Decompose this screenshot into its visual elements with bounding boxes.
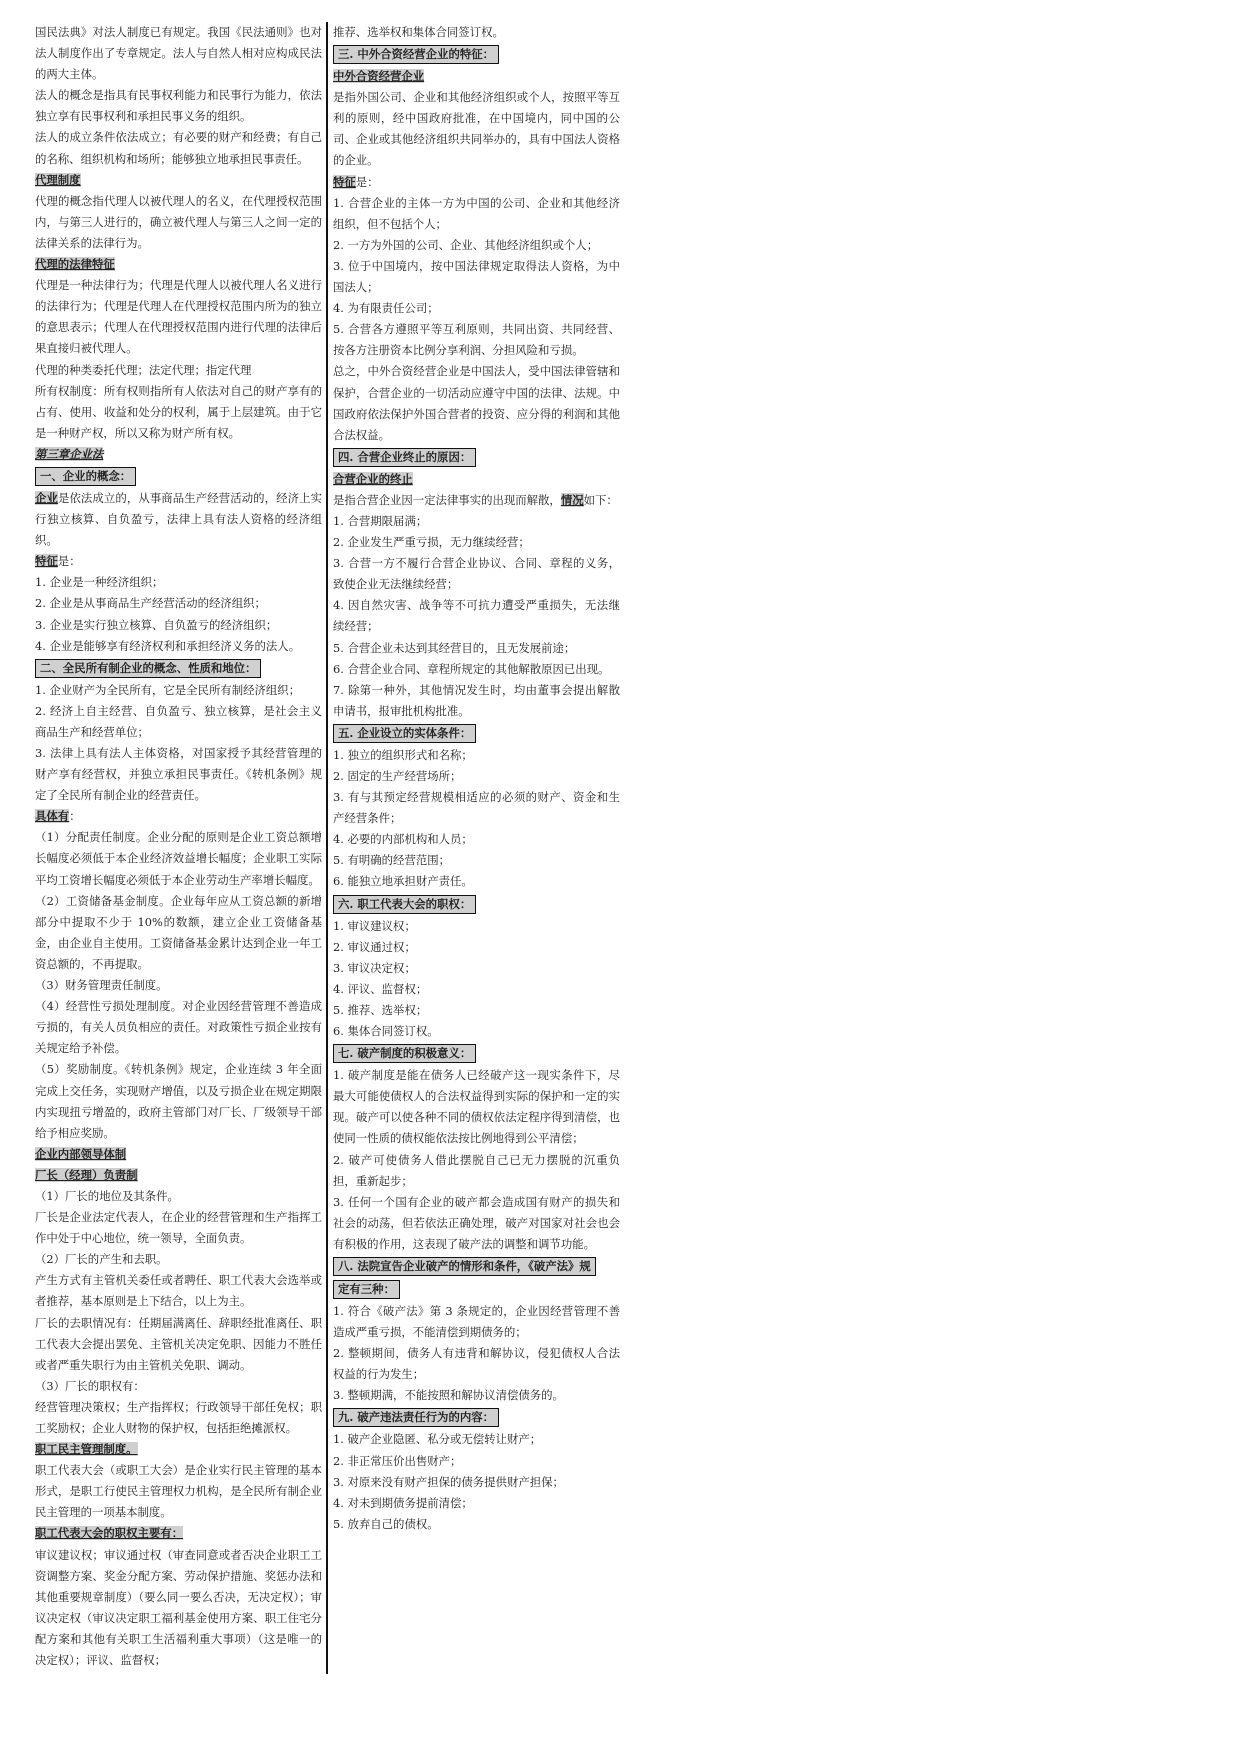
subheading — [333, 469, 620, 490]
section-heading: 七. 破产制度的积极意义： — [333, 1044, 476, 1063]
paragraph-text: 4. 必要的内部机构和人员； — [333, 832, 473, 847]
section-heading-row — [333, 893, 620, 916]
section-heading-row — [35, 657, 322, 680]
paragraph — [333, 298, 620, 319]
paragraph — [35, 85, 322, 127]
paragraph-text: 2. 固定的生产经营场所； — [333, 769, 462, 783]
paragraph-text: 2. 经济上自主经营、自负盈亏、独立核算，是社会主义商品生产和经营单位； — [35, 703, 322, 739]
paragraph-text: 国民法典》对法人制度已有规定。我国《民法通则》也对法人制度作出了专章规定。法人与自然人相对应构成民法的两大主体。 — [35, 25, 322, 82]
paragraph — [333, 193, 620, 235]
paragraph-text: 4. 为有限责任公司； — [333, 301, 439, 316]
section-heading-row — [35, 465, 322, 488]
paragraph-text: （3）厂长的职权有： — [35, 1378, 145, 1393]
paragraph-text: （3）财务管理责任制度。 — [35, 978, 168, 993]
paragraph — [333, 1065, 620, 1149]
paragraph-text: 2. 企业发生严重亏损，无力继续经营； — [333, 535, 530, 550]
paragraph-text: 代理是一种法律行为；代理是代理人以被代理人名义进行的法律行为；代理是代理人在代理授权范围内所为的独立的意思表示；代理人在代理授权范围内进行代理的法律后果直接归被代理人。 — [35, 278, 322, 356]
section-heading-row — [333, 1406, 620, 1429]
paragraph-text: 经营管理决策权；生产指挥权；行政领导干部任免权；职工奖励权；企业人财物的保护权，包括拒绝摊派权。 — [35, 1399, 322, 1435]
paragraph — [333, 319, 620, 361]
paragraph — [35, 127, 322, 169]
paragraph — [35, 593, 322, 614]
paragraph-text: 厂长是企业法定代表人，在企业的经营管理和生产指挥工作中处于中心地位，统一领导，全面负责。 — [35, 1210, 322, 1246]
paragraph-text: 3. 对原来没有财产担保的债务提供财产担保； — [333, 1474, 564, 1489]
paragraph — [35, 191, 322, 254]
paragraph — [35, 975, 322, 996]
paragraph-text: 3. 位于中国境内，按中国法律规定取得法人资格，为中国法人； — [333, 258, 620, 295]
paragraph-text: （1）分配责任制度。企业分配的原则是企业工资总额增长幅度必须低于本企业经济效益增长幅度；企业职工实际平均工资增长幅度必须低于本企业劳动生产率增长幅度。 — [35, 830, 322, 887]
paragraph — [35, 1059, 322, 1143]
section-heading: 六. 职工代表大会的职权： — [333, 895, 476, 914]
paragraph-text: ： — [69, 809, 81, 824]
paragraph — [333, 1343, 620, 1385]
paragraph-text: 2. 一方为外国的公司、企业、其他经济组织或个人； — [333, 237, 599, 252]
left-column — [35, 22, 322, 1671]
paragraph-text: 4. 对未到期债务提前清偿； — [333, 1495, 473, 1510]
section-heading-row — [333, 1278, 620, 1301]
paragraph — [333, 1301, 620, 1343]
paragraph — [35, 806, 322, 827]
subheading-text: 企业内部领导体制 — [35, 1146, 127, 1161]
paragraph-text: 是： — [57, 554, 81, 569]
paragraph-text: 法人的成立条件依法成立；有必要的财产和经费；有自己的名称、组织机构和场所；能够独立地承担民事责任。 — [35, 130, 322, 166]
paragraph — [333, 1429, 620, 1450]
paragraph-text: 1. 符合《破产法》第 3 条规定的，企业因经营管理不善造成严重亏损，不能清偿到期债务的； — [333, 1303, 620, 1340]
paragraph-text: 3. 法律上具有法人主体资格，对国家授予其经营管理的财产享有经营权，并独立承担民事责任。《转机条例》规定了全民所有制企业的经营责任。 — [35, 746, 322, 803]
paragraph — [333, 235, 620, 256]
paragraph-text: 5. 有明确的经营范围； — [333, 853, 451, 868]
paragraph-text: 4. 企业是能够享有经济权利和承担经济义务的法人。 — [35, 638, 301, 653]
paragraph-text: 是： — [355, 174, 379, 189]
subheading-text: 代理的法律特征 — [35, 257, 115, 272]
paragraph-text: 1. 合营企业的主体一方为中国的公司、企业和其他经济组织，但不包括个人； — [333, 195, 620, 231]
paragraph-text: （4）经营性亏损处理制度。对企业因经营管理不善造成亏损的，有关人员负相应的责任。对政策性亏损企业按有关规定给予补偿。 — [35, 999, 322, 1056]
section-heading: 一、企业的概念： — [35, 467, 136, 486]
paragraph-text: 3. 合营一方不履行合营企业协议、合同、章程的义务，致使企业无法继续经营； — [333, 556, 620, 592]
paragraph — [35, 1249, 322, 1270]
section-heading: 五. 企业设立的实体条件： — [333, 724, 476, 743]
section-heading: 定有三种： — [333, 1280, 400, 1299]
paragraph-text: 4. 评议、监督权； — [333, 981, 428, 996]
subheading — [35, 1165, 322, 1186]
paragraph — [333, 595, 620, 637]
section-heading-row — [333, 446, 620, 469]
paragraph — [333, 850, 620, 871]
paragraph — [333, 1451, 620, 1472]
right-column — [333, 22, 620, 1535]
section-heading-row — [333, 43, 620, 66]
paragraph — [35, 701, 322, 743]
paragraph — [35, 551, 322, 572]
paragraph — [35, 1397, 322, 1439]
highlighted-term: 企业 — [35, 490, 58, 505]
paragraph — [35, 1545, 322, 1672]
subheading-text: 合营企业的终止 — [333, 471, 413, 486]
paragraph-text: 推荐、选举权和集体合同签订权。 — [333, 25, 504, 39]
paragraph — [35, 996, 322, 1059]
paragraph — [333, 638, 620, 659]
subheading-text: 第三章企业法 — [35, 446, 104, 461]
paragraph-text: 代理的概念指代理人以被代理人的名义，在代理授权范围内，与第三人进行的，确立被代理人与第三人之间一定的法律关系的法律行为。 — [35, 193, 322, 250]
paragraph-text: 职工代表大会（或职工大会）是企业实行民主管理的基本形式，是职工行使民主管理权力机构，是全民所有制企业民主管理的一项基本制度。 — [35, 1463, 322, 1520]
paragraph-text: （2）工资储备基金制度。企业每年应从工资总额的新增部分中提取不少于 10%的数额，建立企业工资储备基金，由企业自主使用。工资储备基金累计达到企业一年工资总额的，不再提取。 — [35, 893, 322, 971]
paragraph — [333, 979, 620, 1000]
paragraph-text: 是依法成立的，从事商品生产经营活动的，经济上实行独立核算、自负盈亏，法律上具有法人资格的经济组织。 — [35, 490, 322, 548]
paragraph — [333, 659, 620, 680]
highlighted-term: 特征 — [35, 554, 58, 569]
paragraph — [333, 1150, 620, 1192]
paragraph — [35, 1270, 322, 1312]
paragraph-text: （5）奖励制度。《转机条例》规定，企业连续 3 年全面完成上交任务，实现财产增值，以及亏损企业在规定期限内实现扭亏增盈的，政府主管部门对厂长、厂级领导干部给予相应奖励。 — [35, 1062, 322, 1140]
paragraph — [333, 680, 620, 722]
subheading — [35, 254, 322, 275]
paragraph-text: 2. 审议通过权； — [333, 939, 416, 954]
subheading — [35, 170, 322, 191]
paragraph-text: 5. 放弃自己的债权。 — [333, 1516, 439, 1531]
paragraph — [333, 553, 620, 595]
paragraph-text: 1. 破产企业隐匿、私分或无偿转让财产； — [333, 1432, 542, 1447]
paragraph-text: 审议建议权；审议通过权（审查同意或者否决企业职工工资调整方案、奖金分配方案、劳动保护措施、奖惩办法和其他重要规章制度）（要么同一要么否决，无决定权）；审议决定权（审议决定职工福利基金使用方案、职工住宅分配方案和其他有关职工生活福利重大事项）（这是唯一的决定权）；评议、监督权； — [35, 1547, 322, 1668]
paragraph-text: 1. 破产制度是能在债务人已经破产这一现实条件下，尽最大可能使债权人的合法权益得到实际的保护和一定的实现。破产可以使各种不同的债权依法定程序得到清偿，也使同一性质的债权能依法按比例地得到公平清偿； — [333, 1068, 620, 1146]
subheading — [35, 1523, 322, 1544]
paragraph — [333, 1021, 620, 1042]
paragraph — [35, 743, 322, 806]
paragraph — [333, 787, 620, 829]
paragraph — [333, 766, 620, 787]
paragraph — [35, 22, 322, 85]
paragraph — [333, 871, 620, 892]
paragraph-text: 代理的种类委托代理；法定代理；指定代理 — [35, 362, 252, 377]
subheading — [333, 66, 620, 87]
subheading-text: 职工代表大会的职权主要有： — [35, 1526, 184, 1541]
paragraph — [333, 1514, 620, 1535]
paragraph — [333, 1385, 620, 1406]
paragraph-text: （2）厂长的产生和去职。 — [35, 1252, 168, 1267]
subheading-text: 代理制度 — [35, 172, 81, 187]
paragraph — [35, 1186, 322, 1207]
paragraph-text: 1. 企业财产为全民所有，它是全民所有制经济组织； — [35, 682, 301, 697]
subheading-text: 职工民主管理制度。 — [35, 1442, 138, 1457]
paragraph-text: 2. 整顿期间，债务人有违背和解协议，侵犯债权人合法权益的行为发生； — [333, 1346, 620, 1382]
paragraph — [35, 891, 322, 975]
paragraph — [35, 827, 322, 890]
paragraph-text: 5. 推荐、选举权； — [333, 1002, 428, 1017]
paragraph — [333, 256, 620, 298]
paragraph — [333, 1192, 620, 1255]
paragraph — [35, 488, 322, 551]
paragraph-text: 6. 集体合同签订权。 — [333, 1024, 439, 1039]
chapter-heading — [35, 444, 322, 465]
paragraph-text: 是指合营企业因一定法律事实的出现而解散， — [333, 492, 561, 507]
section-heading-row — [333, 1255, 620, 1278]
paragraph-text: 3. 企业是实行独立核算、自负盈亏的经济组织； — [35, 617, 278, 632]
subheading-text: 中外合资经营企业 — [333, 69, 425, 84]
subheading — [35, 1144, 322, 1165]
paragraph — [35, 1376, 322, 1397]
paragraph-text: 如下： — [583, 492, 618, 507]
paragraph — [333, 1000, 620, 1021]
paragraph-text: 4. 因自然灾害、战争等不可抗力遭受严重损失，无法继续经营； — [333, 598, 620, 634]
paragraph — [333, 361, 620, 445]
paragraph-text: （1）厂长的地位及其条件。 — [35, 1188, 179, 1203]
section-heading: 九. 破产违法责任行为的内容： — [333, 1408, 499, 1427]
paragraph — [333, 937, 620, 958]
paragraph-text: 1. 独立的组织形式和名称； — [333, 747, 473, 762]
subheading — [35, 1439, 322, 1460]
paragraph — [35, 615, 322, 636]
paragraph — [35, 636, 322, 657]
paragraph — [333, 1493, 620, 1514]
paragraph — [35, 1460, 322, 1523]
paragraph — [35, 1207, 322, 1249]
paragraph-text: 3. 任何一个国有企业的破产都会造成国有财产的损失和社会的动荡，但若依法正确处理，破产对国家对社会也会有积极的作用，这表现了破产法的调整和调节功能。 — [333, 1194, 620, 1251]
paragraph — [333, 511, 620, 532]
paragraph — [35, 572, 322, 593]
paragraph-text: 3. 审议决定权； — [333, 960, 416, 975]
paragraph — [35, 381, 322, 444]
paragraph — [333, 87, 620, 171]
paragraph-text: 1. 企业是一种经济组织； — [35, 575, 164, 590]
highlighted-term: 特征 — [333, 174, 356, 189]
section-heading-row — [333, 722, 620, 745]
paragraph-text: 3. 整顿期满，不能按照和解协议清偿债务的。 — [333, 1388, 564, 1403]
highlighted-term: 具体有 — [35, 809, 70, 824]
section-heading: 四. 合营企业终止的原因： — [333, 448, 476, 467]
paragraph — [333, 172, 620, 193]
paragraph-text: 2. 非正常压价出售财产； — [333, 1453, 462, 1468]
section-heading: 三. 中外合资经营企业的特征： — [333, 45, 499, 64]
paragraph-text: 6. 合营企业合同、章程所规定的其他解散原因已出现。 — [333, 661, 610, 676]
paragraph — [333, 745, 620, 766]
paragraph — [333, 532, 620, 553]
section-heading: 二、全民所有制企业的概念、性质和地位： — [35, 659, 261, 678]
paragraph-text: 6. 能独立地承担财产责任。 — [333, 874, 473, 889]
paragraph-text: 3. 有与其预定经营规模相适应的必须的财产、资金和生产经营条件； — [333, 790, 620, 826]
paragraph-text: 7. 除第一种外，其他情况发生时，均由董事会提出解散申请书，报审批机构批准。 — [333, 682, 620, 718]
paragraph-text: 2. 企业是从事商品生产经营活动的经济组织； — [35, 596, 266, 611]
paragraph-text: 2. 破产可使债务人借此摆脱自己已无力摆脱的沉重负担，重新起步； — [333, 1152, 620, 1188]
paragraph-text: 总之，中外合资经营企业是中国法人，受中国法律管辖和保护，合营企业的一切活动应遵守中国的法律、法规。中国政府依法保护外国合营者的投资、应分得的利润和其他合法权益。 — [333, 364, 620, 442]
paragraph — [333, 958, 620, 979]
paragraph-text: 1. 审议建议权； — [333, 918, 416, 933]
paragraph-text: 所有权制度：所有权则指所有人依法对自己的财产享有的占有、使用、收益和处分的权利，属于上层建筑。由于它是一种财产权，所以又称为财产所有权。 — [35, 383, 322, 440]
section-heading-row — [333, 1042, 620, 1065]
subheading-text: 厂长（经理）负责制 — [35, 1167, 138, 1182]
paragraph — [35, 275, 322, 359]
section-heading: 八. 法院宣告企业破产的情形和条件，《破产法》规 — [333, 1257, 596, 1276]
paragraph — [333, 1472, 620, 1493]
paragraph-text: 5. 合营企业未达到其经营目的，且无发展前途； — [333, 640, 576, 655]
paragraph — [35, 360, 322, 381]
paragraph — [35, 680, 322, 701]
paragraph-text: 是指外国公司、企业和其他经济组织或个人，按照平等互利的原则，经中国政府批准，在中国境内，同中国的公司、企业或其他经济组织共同举办的，具有中国法人资格的企业。 — [333, 90, 620, 168]
paragraph — [35, 1313, 322, 1376]
paragraph — [333, 829, 620, 850]
paragraph — [333, 490, 620, 511]
highlighted-term: 情况 — [560, 492, 584, 507]
paragraph-text: 5. 合营各方遵照平等互利原则，共同出资、共同经营、按各方注册资本比例分享利润、分担风险和亏损。 — [333, 322, 620, 358]
column-divider — [326, 22, 328, 1674]
paragraph-text: 厂长的去职情况有：任期届满离任、辞职经批准离任、职工代表大会提出罢免、主管机关决定免职、因能力不胜任或者严重失职行为由主管机关免职、调动。 — [35, 1315, 322, 1372]
paragraph — [333, 22, 620, 43]
paragraph — [333, 916, 620, 937]
paragraph-text: 1. 合营期限届满； — [333, 513, 428, 528]
paragraph-text: 产生方式有主管机关委任或者聘任、职工代表大会选举或者推荐，基本原则是上下结合，以上为主。 — [35, 1273, 322, 1309]
paragraph-text: 法人的概念是指具有民事权利能力和民事行为能力，依法独立享有民事权利和承担民事义务的组织。 — [35, 88, 322, 124]
